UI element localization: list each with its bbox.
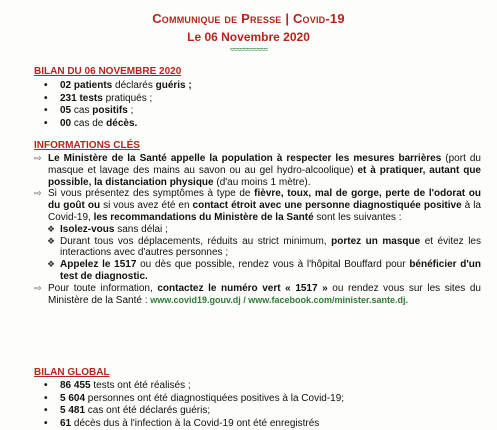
bullet-icon: • [44, 80, 48, 93]
document-date: Le 06 Novembre 2020 [0, 30, 497, 44]
arrow-icon: ⇨ [34, 283, 42, 295]
bullet-icon: • [44, 393, 48, 406]
list-item: • 00 cas de décès. [44, 118, 479, 131]
title-ornament: ≈≈≈≈≈≈≈≈≈≈≈ [0, 45, 497, 54]
list-item: • 86 455 tests ont été réalisés ; [44, 380, 479, 393]
diamond-bullet-icon: ❖ [47, 259, 55, 271]
recommendation-appel: ❖ Appelez le 1517 ou dès que possible, rendez vous à l'hôpital Bouffard pour bénéficier d'un test de diagnostic. [34, 259, 481, 283]
bullet-icon: • [44, 118, 48, 131]
arrow-icon: ⇨ [34, 153, 42, 165]
info-paragraph-barrieres: ⇨ Le Ministère de la Santé appelle la population à respecter les mesures barrières (port du masque et lavage des mains au savon ou au gel hydro-alcoolique) et à pratiquer, autant que possible, la distanciation physique (d'au moins 1 mètre). [34, 153, 481, 188]
recommendation-masque: ❖ Durant tous vos déplacements, réduits au strict minimum, portez un masque et évitez les interactions avec d'autres personnes ; [34, 236, 481, 260]
bullet-icon: • [44, 418, 48, 430]
list-item: • 231 tests pratiqués ; [44, 93, 479, 106]
bullet-icon: • [44, 93, 48, 106]
infos-block [34, 153, 481, 306]
info-paragraph-contact: ⇨ Pour toute information, contactez le numéro vert « 1517 » ou rendez vous sur les sites du Ministère de la Santé : www.covid19.gouv.dj / www.facebook.com/minister.sante.dj. [34, 283, 481, 307]
bullet-icon: • [44, 380, 48, 393]
diamond-bullet-icon: ❖ [47, 224, 55, 236]
website-links[interactable]: www.covid19.gouv.dj / www.facebook.com/minister.sante.dj. [150, 295, 408, 305]
diamond-bullet-icon: ❖ [47, 236, 55, 248]
bilan-jour-list [44, 80, 479, 130]
section-heading-bilan-global: BILAN GLOBAL [34, 367, 110, 378]
bilan-global-list [44, 380, 479, 430]
arrow-icon: ⇨ [34, 188, 42, 200]
document-title: Communique de Presse | Covid-19 [0, 11, 497, 26]
info-paragraph-symptomes: ⇨ Si vous présentez des symptômes à type de fièvre, toux, mal de gorge, perte de l'odorat ou du goût ou si vous avez été en contact étroit avec une personne diagnostiquée positive à la Covid-19, les recommandations du Ministère de la Santé sont les suivantes : [34, 188, 481, 223]
section-heading-bilan-jour: BILAN DU 06 NOVEMBRE 2020 [34, 66, 181, 77]
list-item: • 5 481 cas ont été déclarés guéris; [44, 405, 479, 418]
bullet-icon: • [44, 405, 48, 418]
list-item: • 02 patients déclarés guéris ; [44, 80, 479, 93]
list-item: • 05 cas positifs ; [44, 105, 479, 118]
bullet-icon: • [44, 105, 48, 118]
list-item: • 5 604 personnes ont été diagnostiquées positives à la Covid-19; [44, 393, 479, 406]
recommendation-isolez: ❖ Isolez-vous sans délai ; [34, 224, 481, 236]
section-heading-infos: INFORMATIONS CLÉS [34, 140, 140, 151]
list-item: • 61 décès dus à l'infection à la Covid-19 ont été enregistrés [44, 418, 479, 430]
